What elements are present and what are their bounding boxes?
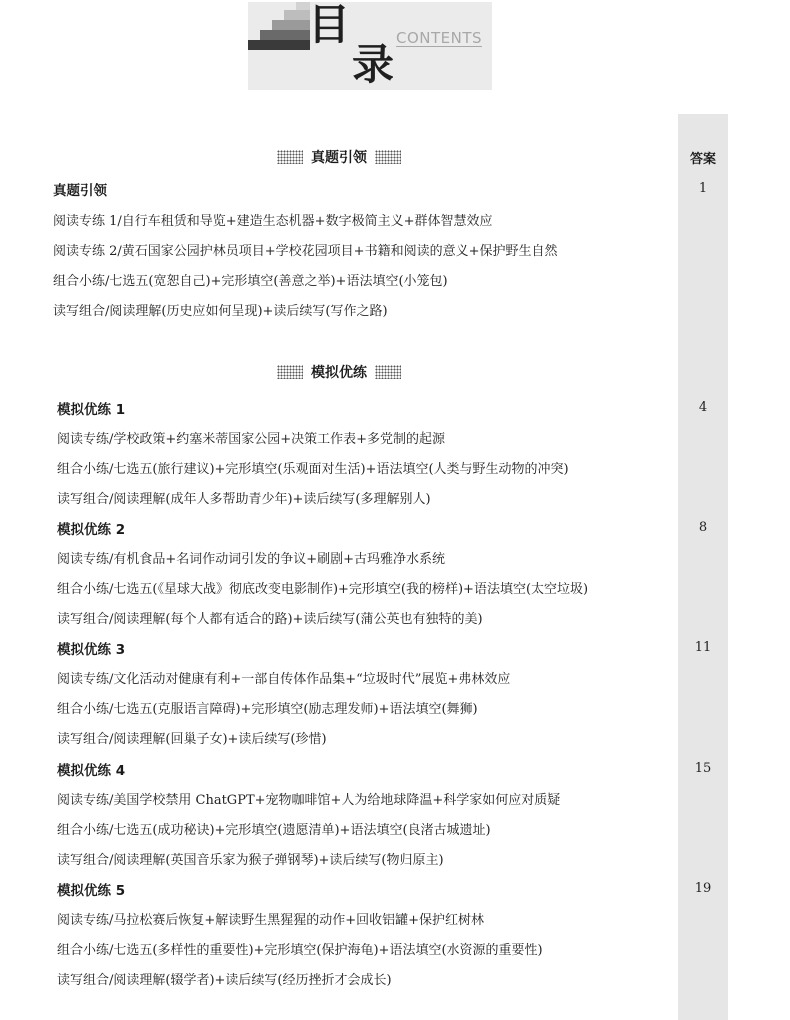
group-title[interactable]: 模拟优练 1 — [57, 402, 126, 418]
toc-entry[interactable]: 组合小练/七选五(宽恕自己)+完形填空(善意之举)+语法填空(小笼包) — [53, 274, 448, 289]
toc-entry[interactable]: 阅读专练/文化活动对健康有利+一部自传体作品集+“垃圾时代”展览+弗林效应 — [57, 672, 511, 687]
group-title[interactable]: 模拟优练 3 — [57, 642, 126, 658]
section-heading-1-label: 真题引领 — [311, 150, 367, 166]
toc-entry[interactable]: 读写组合/阅读理解(历史应如何呈现)+读后续写(写作之路) — [53, 304, 388, 319]
dot-pattern-icon — [277, 365, 303, 379]
title-banner — [248, 2, 492, 90]
toc-entry[interactable]: 读写组合/阅读理解(成年人多帮助青少年)+读后续写(多理解别人) — [57, 492, 431, 507]
contents-subtitle: CONTENTS — [396, 29, 483, 47]
page-number[interactable]: 1 — [698, 181, 708, 196]
toc-entry[interactable]: 读写组合/阅读理解(辍学者)+读后续写(经历挫折才会成长) — [57, 973, 392, 988]
toc-entry[interactable]: 阅读专练 2/黄石国家公园护林员项目+学校花园项目+书籍和阅读的意义+保护野生自然 — [53, 244, 558, 259]
toc-entry[interactable]: 组合小练/七选五(克服语言障碍)+完形填空(励志理发师)+语法填空(舞狮) — [57, 702, 478, 717]
page-number[interactable]: 15 — [694, 761, 712, 776]
toc-entry[interactable]: 组合小练/七选五(多样性的重要性)+完形填空(保护海龟)+语法填空(水资源的重要性) — [57, 943, 543, 958]
toc-entry[interactable]: 阅读专练 1/自行车租赁和导览+建造生态机器+数字极简主义+群体智慧效应 — [53, 214, 493, 229]
page-title-char-2: 录 — [352, 40, 395, 89]
group-title[interactable]: 真题引领 — [53, 183, 107, 199]
toc-entry[interactable]: 组合小练/七选五(旅行建议)+完形填空(乐观面对生活)+语法填空(人类与野生动物的冲突) — [57, 462, 569, 477]
toc-entry[interactable]: 读写组合/阅读理解(每个人都有适合的路)+读后续写(蒲公英也有独特的美) — [57, 612, 483, 627]
section-heading-2 — [0, 362, 678, 382]
group-title[interactable]: 模拟优练 2 — [57, 522, 126, 538]
page-number[interactable]: 11 — [694, 640, 712, 655]
page-number[interactable]: 4 — [698, 400, 708, 415]
group-title[interactable]: 模拟优练 5 — [57, 883, 126, 899]
toc-entry[interactable]: 组合小练/七选五(成功秘诀)+完形填空(遗愿清单)+语法填空(良渚古城遗址) — [57, 823, 491, 838]
section-heading-2-label: 模拟优练 — [311, 365, 367, 381]
toc-entry[interactable]: 读写组合/阅读理解(英国音乐家为猴子弹钢琴)+读后续写(物归原主) — [57, 853, 444, 868]
toc-entry[interactable]: 组合小练/七选五(《星球大战》彻底改变电影制作)+完形填空(我的榜样)+语法填空(太空垃圾) — [57, 582, 589, 597]
page-number[interactable]: 19 — [694, 881, 712, 896]
toc-entry[interactable]: 读写组合/阅读理解(回巢子女)+读后续写(珍惜) — [57, 732, 327, 747]
toc-entry[interactable]: 阅读专练/学校政策+约塞米蒂国家公园+决策工作表+多党制的起源 — [57, 432, 446, 447]
page-title-char-1: 目 — [308, 0, 351, 49]
answer-column-header: 答案 — [689, 152, 716, 167]
group-title[interactable]: 模拟优练 4 — [57, 763, 126, 779]
dot-pattern-icon — [277, 150, 303, 164]
staircase-graphic — [248, 2, 310, 50]
page-number[interactable]: 8 — [698, 520, 708, 535]
dot-pattern-icon — [375, 150, 401, 164]
dot-pattern-icon — [375, 365, 401, 379]
section-heading-1 — [0, 147, 678, 167]
toc-entry[interactable]: 阅读专练/马拉松赛后恢复+解读野生黑猩猩的动作+回收铝罐+保护红树林 — [57, 913, 485, 928]
toc-entry[interactable]: 阅读专练/美国学校禁用 ChatGPT+宠物咖啡馆+人为给地球降温+科学家如何应对质疑 — [57, 793, 561, 808]
toc-entry[interactable]: 阅读专练/有机食品+名词作动词引发的争议+刷剧+古玛雅净水系统 — [57, 552, 446, 567]
